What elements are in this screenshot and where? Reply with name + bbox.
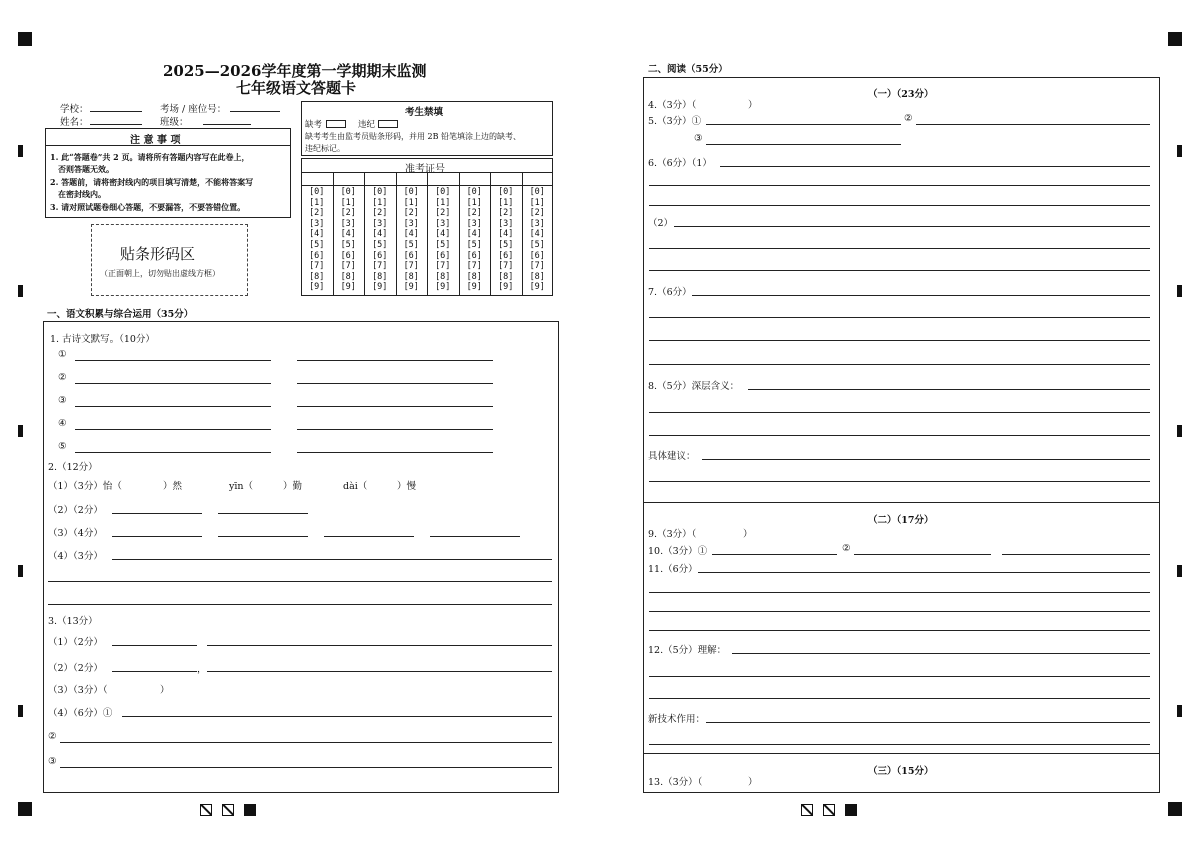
answer-line[interactable] bbox=[75, 429, 271, 430]
answer-line[interactable] bbox=[48, 581, 552, 582]
admission-digit-bubble[interactable]: [3] bbox=[372, 218, 388, 229]
notice-item: 2. 答题前，请将密封线内的项目填写清楚，不能将答案写 bbox=[50, 177, 254, 187]
answer-line[interactable] bbox=[649, 412, 1150, 413]
admission-digit-bubble[interactable]: [6] bbox=[403, 250, 419, 261]
admission-digit-bubble[interactable]: [2] bbox=[372, 208, 388, 219]
admission-digit-bubble[interactable]: [6] bbox=[309, 250, 325, 261]
answer-line[interactable] bbox=[218, 536, 308, 537]
q3-2-label: （2）（2分） bbox=[48, 663, 103, 674]
answer-line[interactable] bbox=[324, 536, 414, 537]
answer-line[interactable] bbox=[60, 767, 552, 768]
absent-checkbox[interactable] bbox=[326, 120, 346, 128]
part-divider bbox=[643, 753, 1160, 754]
answer-line[interactable] bbox=[122, 716, 552, 717]
admission-digit-bubble[interactable]: [1] bbox=[466, 197, 482, 208]
page-code-mark bbox=[244, 804, 256, 816]
admission-digit-bubble[interactable]: [6] bbox=[340, 250, 356, 261]
admission-digit-bubble[interactable]: [7] bbox=[372, 261, 388, 272]
q5-label: 5.（3分）① bbox=[648, 116, 702, 127]
admission-digit-bubble[interactable]: [5] bbox=[529, 240, 545, 250]
answer-line[interactable] bbox=[649, 698, 1150, 699]
part2-title: （二）（17分） bbox=[868, 515, 934, 526]
admission-digit-bubble[interactable]: [5] bbox=[372, 240, 388, 250]
admission-digit-bubble[interactable]: [0] bbox=[529, 187, 545, 197]
admission-write-cell[interactable] bbox=[364, 172, 396, 185]
answer-line[interactable] bbox=[75, 360, 271, 361]
violation-checkbox[interactable] bbox=[378, 120, 398, 128]
section1-title: 一、语文积累与综合运用（35分） bbox=[47, 309, 194, 320]
admission-digit-bubble[interactable]: [3] bbox=[466, 218, 482, 229]
school-field[interactable] bbox=[90, 111, 142, 112]
side-mark bbox=[1177, 285, 1182, 297]
answer-line[interactable] bbox=[649, 364, 1150, 365]
q3-label: 3.（13分） bbox=[48, 616, 98, 627]
admission-digit-bubble[interactable]: [9] bbox=[309, 282, 325, 293]
notice-item: 1. 此“答题卷”共 2 页。请将所有答题内容写在此卷上， bbox=[50, 152, 250, 162]
answer-line[interactable] bbox=[649, 317, 1150, 318]
admission-digit-bubble[interactable]: [1] bbox=[435, 197, 451, 208]
admission-digit-bubble[interactable]: [6] bbox=[529, 250, 545, 261]
q12-label: 12.（5分）理解： bbox=[648, 645, 727, 656]
barcode-title: 贴条形码区 bbox=[120, 245, 196, 263]
q1-label: 1. 古诗文默写。（10分） bbox=[50, 334, 155, 345]
notice-item: 否则答题无效。 bbox=[58, 164, 114, 174]
admission-digit-bubble[interactable]: [7] bbox=[435, 261, 451, 272]
admission-digit-bubble[interactable]: [5] bbox=[435, 240, 451, 250]
q2-1-label: （1）（3分）怡（ bbox=[48, 481, 122, 492]
admission-write-cell[interactable] bbox=[396, 172, 428, 185]
admission-digit-bubble[interactable]: [4] bbox=[340, 229, 356, 240]
barcode-subtitle: （正面朝上，切勿贴出虚线方框） bbox=[100, 269, 220, 278]
q2-label: 2.（12分） bbox=[48, 462, 98, 473]
q1-circle-label: ⑤ bbox=[58, 441, 67, 452]
admission-digit-bubble[interactable]: [7] bbox=[466, 261, 482, 272]
answer-line[interactable] bbox=[60, 742, 552, 743]
q1-circle-label: ① bbox=[58, 349, 67, 360]
admission-digit-bubble[interactable]: [4] bbox=[403, 229, 419, 240]
answer-line[interactable] bbox=[297, 452, 493, 453]
answer-line[interactable] bbox=[112, 671, 197, 672]
admission-write-cell[interactable] bbox=[301, 172, 333, 185]
page-code-mark bbox=[222, 804, 234, 816]
q12-tech-label: 新技术作用： bbox=[648, 714, 706, 725]
answer-line[interactable] bbox=[698, 572, 1150, 573]
q11-label: 11.（6分） bbox=[648, 564, 698, 575]
q2-2-label: （2）（2分） bbox=[48, 505, 103, 516]
admission-digit-bubble[interactable]: [6] bbox=[372, 250, 388, 261]
q6-2-label: （2） bbox=[648, 218, 674, 229]
corner-mark-top-left bbox=[18, 32, 32, 46]
section1-answer-box bbox=[43, 321, 559, 793]
admission-digit-bubble[interactable]: [5] bbox=[340, 240, 356, 250]
answer-line[interactable] bbox=[297, 360, 493, 361]
q7-label: 7.（6分） bbox=[648, 287, 692, 298]
answer-line[interactable] bbox=[430, 536, 520, 537]
part3-title: （三）（15分） bbox=[868, 766, 934, 777]
q3-1-label: （1）（2分） bbox=[48, 637, 103, 648]
side-mark bbox=[18, 145, 23, 157]
admission-write-cell[interactable] bbox=[459, 172, 491, 185]
violation-label: 违纪 bbox=[358, 120, 376, 130]
admission-write-cell[interactable] bbox=[490, 172, 522, 185]
page-code-mark bbox=[823, 804, 835, 816]
school-label: 学校： bbox=[60, 104, 89, 115]
admission-digit-bubble[interactable]: [9] bbox=[403, 282, 419, 293]
admission-digit-bubble[interactable]: [9] bbox=[340, 282, 356, 293]
answer-line[interactable] bbox=[297, 406, 493, 407]
admission-digit-bubble[interactable]: [3] bbox=[340, 218, 356, 229]
answer-line[interactable] bbox=[732, 653, 1150, 654]
exam-title: 2025—2026学年度第一学期期末监测 bbox=[163, 62, 427, 80]
answer-line[interactable] bbox=[1002, 554, 1150, 555]
side-mark bbox=[1177, 425, 1182, 437]
admission-digit-bubble[interactable]: [5] bbox=[403, 240, 419, 250]
paren-close: ） bbox=[748, 100, 758, 111]
answer-line[interactable] bbox=[720, 166, 1150, 167]
answer-line[interactable] bbox=[649, 248, 1150, 249]
notice-item: 在密封线内。 bbox=[58, 189, 106, 199]
room-label: 考场 / 座位号： bbox=[160, 104, 227, 115]
answer-line[interactable] bbox=[207, 671, 552, 672]
answer-line[interactable] bbox=[649, 676, 1150, 677]
admission-digit-bubble[interactable]: [3] bbox=[529, 218, 545, 229]
side-mark bbox=[1177, 145, 1182, 157]
answer-line[interactable] bbox=[75, 383, 271, 384]
class-label: 班级： bbox=[160, 117, 189, 128]
section2-title: 二、阅读（55分） bbox=[648, 64, 728, 75]
q10-circle-2: ② bbox=[842, 543, 851, 554]
admission-digit-bubble[interactable]: [0] bbox=[309, 187, 325, 197]
admission-digit-bubble[interactable]: [0] bbox=[372, 187, 388, 197]
answer-line[interactable] bbox=[75, 452, 271, 453]
answer-line[interactable] bbox=[112, 536, 202, 537]
class-field[interactable] bbox=[203, 124, 251, 125]
answer-line[interactable] bbox=[916, 124, 1150, 125]
admission-digit-bubble[interactable]: [8] bbox=[529, 271, 545, 282]
examinee-desc: 违纪标记。 bbox=[305, 144, 345, 153]
answer-line[interactable] bbox=[649, 744, 1150, 745]
q2-3-label: （3）（4分） bbox=[48, 528, 103, 539]
answer-line[interactable] bbox=[706, 722, 1150, 723]
admission-digit-bubble[interactable]: [7] bbox=[498, 261, 514, 272]
answer-line[interactable] bbox=[649, 205, 1150, 206]
answer-line[interactable] bbox=[649, 340, 1150, 341]
q1-circle-label: ② bbox=[58, 372, 67, 383]
q2-4-label: （4）（3分） bbox=[48, 551, 103, 562]
answer-line[interactable] bbox=[297, 383, 493, 384]
q8-label: 8.（5分）深层含义： bbox=[648, 381, 740, 392]
admission-digit-bubble[interactable]: [6] bbox=[498, 250, 514, 261]
admission-digit-bubble[interactable]: [4] bbox=[498, 229, 514, 240]
admission-digit-bubble[interactable]: [7] bbox=[529, 261, 545, 272]
admission-digit-bubble[interactable]: [0] bbox=[403, 187, 419, 197]
admission-digit-bubble[interactable]: [1] bbox=[340, 197, 356, 208]
q5-circle-2: ② bbox=[904, 113, 913, 124]
answer-line[interactable] bbox=[207, 645, 552, 646]
answer-line[interactable] bbox=[649, 611, 1150, 612]
admission-digit-bubble[interactable]: [4] bbox=[435, 229, 451, 240]
paren-close: ） bbox=[748, 777, 758, 788]
examinee-title: 考生禁填 bbox=[405, 107, 444, 118]
admission-digit-bubble[interactable]: [1] bbox=[403, 197, 419, 208]
answer-line[interactable] bbox=[112, 559, 552, 560]
page-code-mark bbox=[200, 804, 212, 816]
part1-title: （一）（23分） bbox=[868, 89, 934, 100]
admission-digit-bubble[interactable]: [1] bbox=[529, 197, 545, 208]
admission-digit-bubble[interactable]: [8] bbox=[403, 271, 419, 282]
name-label: 姓名： bbox=[60, 117, 89, 128]
q2-1-text: yīn（ bbox=[229, 481, 254, 492]
admission-digit-bubble[interactable]: [7] bbox=[309, 261, 325, 272]
part-divider bbox=[643, 502, 1160, 503]
side-mark bbox=[1177, 705, 1182, 717]
admission-digit-bubble[interactable]: [4] bbox=[309, 229, 325, 240]
answer-line[interactable] bbox=[692, 295, 1150, 296]
corner-mark-bottom-left bbox=[18, 802, 32, 816]
admission-digit-bubble[interactable]: [5] bbox=[498, 240, 514, 250]
q2-1-text: ）然 bbox=[163, 481, 183, 492]
answer-sheet-title: 七年级语文答题卡 bbox=[236, 79, 357, 97]
admission-digit-bubble[interactable]: [2] bbox=[309, 208, 325, 219]
admission-digit-bubble[interactable]: [7] bbox=[340, 261, 356, 272]
admission-digit-bubble[interactable]: [7] bbox=[403, 261, 419, 272]
q3-4-circle-2: ② bbox=[48, 731, 57, 742]
admission-digit-bubble[interactable]: [1] bbox=[372, 197, 388, 208]
answer-line[interactable] bbox=[649, 270, 1150, 271]
q3-4-label: （4）（6分）① bbox=[48, 708, 113, 719]
admission-digit-bubble[interactable]: [5] bbox=[309, 240, 325, 250]
answer-line[interactable] bbox=[706, 144, 901, 145]
name-field[interactable] bbox=[90, 124, 142, 125]
notice-item: 3. 请对照试题卷细心答题，不要漏答，不要答错位置。 bbox=[50, 202, 246, 212]
side-mark bbox=[18, 425, 23, 437]
q10-label: 10.（3分）① bbox=[648, 546, 708, 557]
corner-mark-bottom-right bbox=[1168, 802, 1182, 816]
q1-circle-label: ③ bbox=[58, 395, 67, 406]
q2-1-text: ）勤 bbox=[283, 481, 303, 492]
answer-line[interactable] bbox=[218, 513, 308, 514]
admission-digit-bubble[interactable]: [3] bbox=[403, 218, 419, 229]
side-mark bbox=[18, 285, 23, 297]
answer-line[interactable] bbox=[674, 226, 1150, 227]
admission-digit-bubble[interactable]: [2] bbox=[403, 208, 419, 219]
admission-digit-bubble[interactable]: [2] bbox=[529, 208, 545, 219]
admission-digit-bubble[interactable]: [0] bbox=[466, 187, 482, 197]
admission-digit-bubble[interactable]: [2] bbox=[466, 208, 482, 219]
side-mark bbox=[18, 705, 23, 717]
answer-line[interactable] bbox=[112, 645, 197, 646]
answer-line[interactable] bbox=[297, 429, 493, 430]
admission-digit-bubble[interactable]: [9] bbox=[372, 282, 388, 293]
admission-digit-bubble[interactable]: [6] bbox=[435, 250, 451, 261]
admission-digit-bubble[interactable]: [8] bbox=[498, 271, 514, 282]
q4-label: 4.（3分）（ bbox=[648, 100, 697, 111]
answer-line[interactable] bbox=[112, 513, 202, 514]
admission-digit-bubble[interactable]: [5] bbox=[466, 240, 482, 250]
admission-digit-bubble[interactable]: [8] bbox=[340, 271, 356, 282]
admission-write-cell[interactable] bbox=[427, 172, 459, 185]
admission-digit-bubble[interactable]: [9] bbox=[435, 282, 451, 293]
admission-write-cell[interactable] bbox=[522, 172, 554, 185]
q1-circle-label: ④ bbox=[58, 418, 67, 429]
q2-1-text: ）慢 bbox=[397, 481, 417, 492]
admission-digit-bubble[interactable]: [3] bbox=[498, 218, 514, 229]
q2-1-text: dài（ bbox=[343, 481, 368, 492]
admission-digit-bubble[interactable]: [8] bbox=[372, 271, 388, 282]
admission-digit-bubble[interactable]: [8] bbox=[309, 271, 325, 282]
q5-circle-3: ③ bbox=[694, 133, 703, 144]
notice-title: 注 意 事 项 bbox=[130, 135, 181, 146]
answer-line[interactable] bbox=[748, 389, 1150, 390]
admission-digit-bubble[interactable]: [9] bbox=[529, 282, 545, 293]
side-mark bbox=[1177, 565, 1182, 577]
admission-digit-bubble[interactable]: [2] bbox=[498, 208, 514, 219]
admission-digit-bubble[interactable]: [0] bbox=[498, 187, 514, 197]
q3-3-label: （3）（3分）（ bbox=[48, 685, 108, 696]
answer-line[interactable] bbox=[649, 185, 1150, 186]
answer-line[interactable] bbox=[649, 481, 1150, 482]
admission-digit-bubble[interactable]: [3] bbox=[435, 218, 451, 229]
answer-line[interactable] bbox=[48, 604, 552, 605]
page-code-mark bbox=[845, 804, 857, 816]
comma: ， bbox=[197, 664, 207, 675]
admission-digit-bubble[interactable]: [8] bbox=[435, 271, 451, 282]
admission-digit-bubble[interactable]: [2] bbox=[435, 208, 451, 219]
answer-line[interactable] bbox=[706, 124, 901, 125]
admission-digit-bubble[interactable]: [3] bbox=[309, 218, 325, 229]
answer-line[interactable] bbox=[854, 554, 991, 555]
examinee-desc: 缺考考生由监考员贴条形码，并用 2B 铅笔填涂上边的缺考、 bbox=[305, 132, 522, 141]
admission-digit-bubble[interactable]: [9] bbox=[466, 282, 482, 293]
answer-line[interactable] bbox=[649, 592, 1150, 593]
admission-number-title: 准考证号 bbox=[405, 164, 445, 175]
side-mark bbox=[18, 565, 23, 577]
admission-digit-bubble[interactable]: [0] bbox=[435, 187, 451, 197]
answer-line[interactable] bbox=[649, 435, 1150, 436]
q8-suggestion-label: 具体建议： bbox=[648, 451, 696, 462]
answer-line[interactable] bbox=[712, 554, 837, 555]
answer-line[interactable] bbox=[702, 459, 1150, 460]
admission-digit-bubble[interactable]: [4] bbox=[372, 229, 388, 240]
answer-line[interactable] bbox=[75, 406, 271, 407]
admission-digit-bubble[interactable]: [8] bbox=[466, 271, 482, 282]
admission-digit-bubble[interactable]: [6] bbox=[466, 250, 482, 261]
admission-write-cell[interactable] bbox=[333, 172, 365, 185]
corner-mark-top-right bbox=[1168, 32, 1182, 46]
room-field[interactable] bbox=[230, 111, 280, 112]
admission-digit-bubble[interactable]: [4] bbox=[466, 229, 482, 240]
admission-digit-bubble[interactable]: [4] bbox=[529, 229, 545, 240]
q3-4-circle-3: ③ bbox=[48, 756, 57, 767]
admission-digit-bubble[interactable]: [1] bbox=[309, 197, 325, 208]
answer-line[interactable] bbox=[649, 630, 1150, 631]
paren-close: ） bbox=[743, 529, 753, 540]
absent-label: 缺考 bbox=[305, 120, 323, 130]
admission-digit-bubble[interactable]: [2] bbox=[340, 208, 356, 219]
paren-close: ） bbox=[160, 685, 170, 696]
admission-digit-bubble[interactable]: [0] bbox=[340, 187, 356, 197]
page-code-mark bbox=[801, 804, 813, 816]
admission-digit-bubble[interactable]: [9] bbox=[498, 282, 514, 293]
q13-label: 13.（3分）（ bbox=[648, 777, 703, 788]
q9-label: 9.（3分）（ bbox=[648, 529, 697, 540]
admission-digit-bubble[interactable]: [1] bbox=[498, 197, 514, 208]
q6-label: 6.（6分）（1） bbox=[648, 158, 712, 169]
